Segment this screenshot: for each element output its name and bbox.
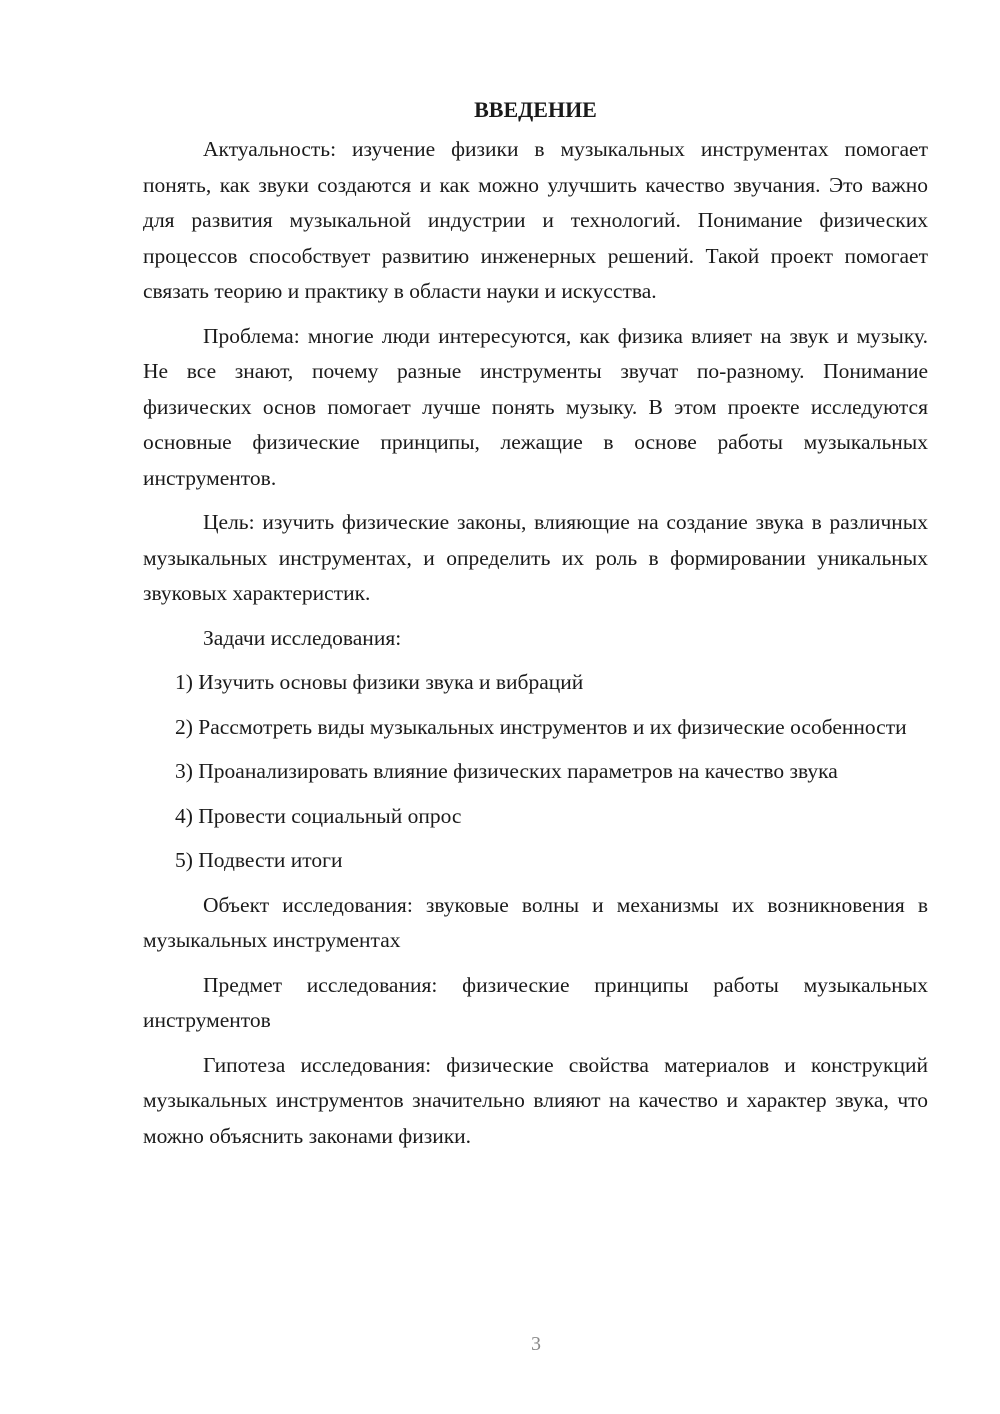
paragraph-subject: Предмет исследования: физические принципы работы музыкальных инструментов — [143, 972, 928, 1032]
section-title: ВВЕДЕНИЕ — [474, 97, 597, 122]
paragraph-object: Объект исследования: звуковые волны и механизмы их возникновения в музыкальных инструментах — [143, 892, 928, 952]
task-item-2: 2) Рассмотреть виды музыкальных инструментов и их физические особенности — [175, 714, 907, 739]
paragraph-problem: Проблема: многие люди интересуются, как физика влияет на звук и музыку. Не все знают, почему разные инструменты звучат по-разному. Понимание физических основ помогает лучше понять музыку. В этом проекте исследуются основные физические принципы, лежащие в основе работы музыкальных инструментов. — [143, 323, 928, 490]
page-number: 3 — [531, 1333, 541, 1355]
paragraph-goal: Цель: изучить физические законы, влияющие на создание звука в различных музыкальных инструментах, и определить их роль в формировании уникальных звуковых характеристик. — [143, 510, 928, 605]
task-item-4: 4) Провести социальный опрос — [175, 803, 462, 828]
task-item-1: 1) Изучить основы физики звука и вибраций — [175, 670, 584, 694]
paragraph-relevance: Актуальность: изучение физики в музыкальных инструментах помогает понять, как звуки создаются и как можно улучшить качество звучания. Это важно для развития музыкальной индустрии и технологий. Понимание физических процессов способствует развитию инженерных решений. Такой проект помогает связать теорию и практику в области науки и искусства. — [143, 137, 928, 303]
paragraph-hypothesis: Гипотеза исследования: физические свойства материалов и конструкций музыкальных инструментов значительно влияют на качество и характер звука, что можно объяснить законами физики. — [143, 1052, 928, 1148]
task-item-3: 3) Проанализировать влияние физических параметров на качество звука — [175, 759, 838, 783]
task-item-5: 5) Подвести итоги — [175, 848, 343, 872]
document-page — [143, 92, 928, 1163]
tasks-heading: Задачи исследования: — [203, 625, 402, 650]
